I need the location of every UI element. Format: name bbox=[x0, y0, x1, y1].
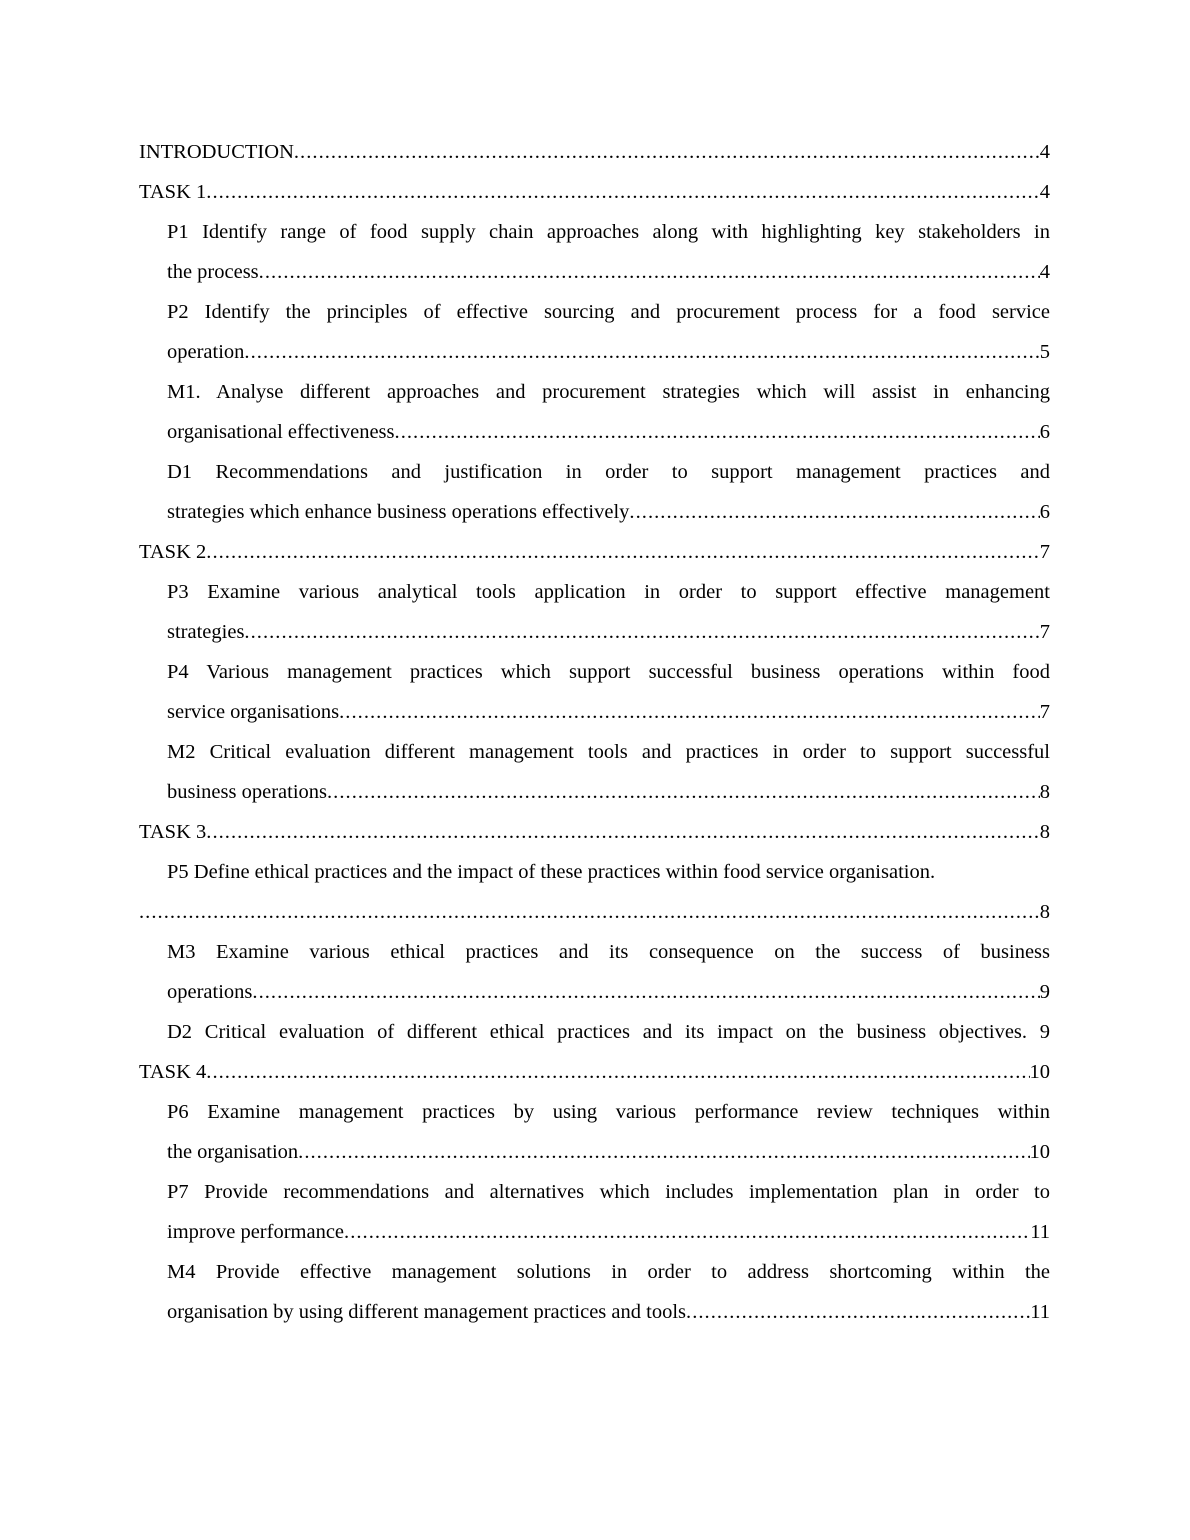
toc-leader-row bbox=[167, 252, 1050, 292]
toc-entry-line: P6 Examine management practices by using various performance review techniques within bbox=[167, 1101, 1050, 1123]
toc-entry-d2[interactable] bbox=[139, 1012, 1050, 1052]
toc-entry-line: P3 Examine various analytical tools application in order to support effective management bbox=[167, 581, 1050, 603]
toc-entry-line: M2 Critical evaluation different management tools and practices in order to support successful bbox=[167, 741, 1050, 763]
dot-leader bbox=[294, 132, 1040, 172]
toc-leader-row bbox=[167, 412, 1050, 452]
toc-entry-text: INTRODUCTION bbox=[139, 141, 294, 163]
toc-leader-row bbox=[139, 812, 1050, 852]
toc-leader-row bbox=[139, 132, 1050, 172]
toc-leader-row bbox=[139, 1052, 1050, 1092]
dot-leader bbox=[206, 532, 1039, 572]
toc-leader-row bbox=[167, 612, 1050, 652]
dot-leader bbox=[244, 612, 1039, 652]
toc-entry-text: strategies which enhance business operations effectively bbox=[167, 501, 630, 523]
dot-leader bbox=[252, 972, 1039, 1012]
toc-entry-p7[interactable] bbox=[139, 1172, 1050, 1252]
toc-entry-text: TASK 3 bbox=[139, 821, 207, 843]
toc-page-number: 6 bbox=[1039, 501, 1050, 523]
toc-entry-d1[interactable] bbox=[139, 452, 1050, 532]
toc-entry-text: strategies bbox=[167, 621, 245, 643]
dot-leader bbox=[244, 332, 1039, 372]
toc-entry-line: P2 Identify the principles of effective sourcing and procurement process for a food service bbox=[167, 301, 1050, 323]
toc-entry-introduction[interactable] bbox=[139, 132, 1050, 172]
toc-entry-text: TASK 4 bbox=[139, 1061, 207, 1083]
toc-entry-line: M1. Analyse different approaches and procurement strategies which will assist in enhancing bbox=[167, 381, 1050, 403]
toc-leader-row bbox=[139, 172, 1050, 212]
toc-page-number: 10 bbox=[1029, 1061, 1050, 1083]
toc-page-number: 4 bbox=[1039, 141, 1050, 163]
toc-entry-text: the process bbox=[167, 261, 259, 283]
toc-page-number: 8 bbox=[1039, 821, 1050, 843]
toc-entry-text: organisation by using different management practices and tools bbox=[167, 1301, 687, 1323]
toc-entry-p4[interactable] bbox=[139, 652, 1050, 732]
dot-leader bbox=[206, 172, 1039, 212]
dot-leader bbox=[339, 692, 1040, 732]
toc-leader-row bbox=[167, 692, 1050, 732]
dot-leader bbox=[206, 1052, 1029, 1092]
dot-leader bbox=[139, 892, 1040, 932]
toc-entry-p2[interactable] bbox=[139, 292, 1050, 372]
toc-leader-row bbox=[167, 1132, 1050, 1172]
toc-entry-task-2[interactable] bbox=[139, 532, 1050, 572]
toc-entry-line: M3 Examine various ethical practices and its consequence on the success of business bbox=[167, 941, 1050, 963]
dot-leader bbox=[629, 492, 1039, 532]
toc-page-number: 4 bbox=[1039, 261, 1050, 283]
toc-leader-row bbox=[167, 332, 1050, 372]
dot-leader bbox=[344, 1212, 1030, 1252]
toc-entry-task-1[interactable] bbox=[139, 172, 1050, 212]
dot-leader bbox=[259, 252, 1040, 292]
toc-leader-row bbox=[167, 772, 1050, 812]
toc-entry-text: TASK 2 bbox=[139, 541, 207, 563]
toc-entry-text: business operations bbox=[167, 781, 327, 803]
toc-entry-line: D1 Recommendations and justification in order to support management practices and bbox=[167, 461, 1050, 483]
toc-page-number: 9 bbox=[1039, 981, 1050, 1003]
toc-page-number: 11 bbox=[1030, 1301, 1050, 1323]
toc-entry-m1[interactable] bbox=[139, 372, 1050, 452]
dot-leader bbox=[395, 412, 1040, 452]
toc-page-number: 6 bbox=[1039, 421, 1050, 443]
toc-entry-m4[interactable] bbox=[139, 1252, 1050, 1332]
toc-entry-text: D2 Critical evaluation of different ethical practices and its impact on the business objectives. 9 bbox=[167, 1021, 1050, 1043]
toc-page-number: 8 bbox=[1039, 781, 1050, 803]
toc-entry-line: M4 Provide effective management solutions in order to address shortcoming within the bbox=[167, 1261, 1050, 1283]
toc-entry-task-4[interactable] bbox=[139, 1052, 1050, 1092]
toc-leader-row bbox=[139, 532, 1050, 572]
toc-page-number: 7 bbox=[1039, 621, 1050, 643]
toc-entry-line: P4 Various management practices which support successful business operations within food bbox=[167, 661, 1050, 683]
toc-page-number: 11 bbox=[1030, 1221, 1050, 1243]
toc-page-number: 10 bbox=[1029, 1141, 1050, 1163]
toc-entry-text: the organisation bbox=[167, 1141, 299, 1163]
toc-entry-text: service organisations bbox=[167, 701, 340, 723]
toc-entry-text: TASK 1 bbox=[139, 181, 207, 203]
toc-page-number: 7 bbox=[1039, 541, 1050, 563]
toc-entry-line: P7 Provide recommendations and alternatives which includes implementation plan in order to bbox=[167, 1181, 1050, 1203]
toc-entry-text: organisational effectiveness bbox=[167, 421, 395, 443]
toc-entry-p1[interactable] bbox=[139, 212, 1050, 292]
toc-leader-row bbox=[167, 972, 1050, 1012]
table-of-contents bbox=[139, 132, 1050, 1332]
toc-entry-p6[interactable] bbox=[139, 1092, 1050, 1172]
dot-leader bbox=[327, 772, 1040, 812]
toc-entry-m3[interactable] bbox=[139, 932, 1050, 1012]
dot-leader bbox=[686, 1292, 1030, 1332]
toc-entry-m2[interactable] bbox=[139, 732, 1050, 812]
toc-page-number: 7 bbox=[1039, 701, 1050, 723]
dot-leader bbox=[298, 1132, 1029, 1172]
toc-entry-p3[interactable] bbox=[139, 572, 1050, 652]
toc-entry-text: improve performance bbox=[167, 1221, 345, 1243]
toc-leader-row bbox=[167, 492, 1050, 532]
toc-leader-row bbox=[167, 1212, 1050, 1252]
toc-leader-row bbox=[139, 892, 1050, 932]
toc-entry-task-3[interactable] bbox=[139, 812, 1050, 852]
toc-entry-text: P5 Define ethical practices and the impact of these practices within food service organisation. bbox=[167, 861, 936, 883]
toc-entry-p5[interactable] bbox=[139, 852, 1050, 932]
dot-leader bbox=[206, 812, 1039, 852]
toc-page-number: 5 bbox=[1039, 341, 1050, 363]
toc-entry-text: operation bbox=[167, 341, 245, 363]
toc-page-number: 8 bbox=[1039, 901, 1050, 923]
toc-entry-text: operations bbox=[167, 981, 253, 1003]
toc-entry-line: P1 Identify range of food supply chain approaches along with highlighting key stakeholders in bbox=[167, 221, 1050, 243]
toc-leader-row bbox=[167, 1292, 1050, 1332]
toc-page-number: 4 bbox=[1039, 181, 1050, 203]
